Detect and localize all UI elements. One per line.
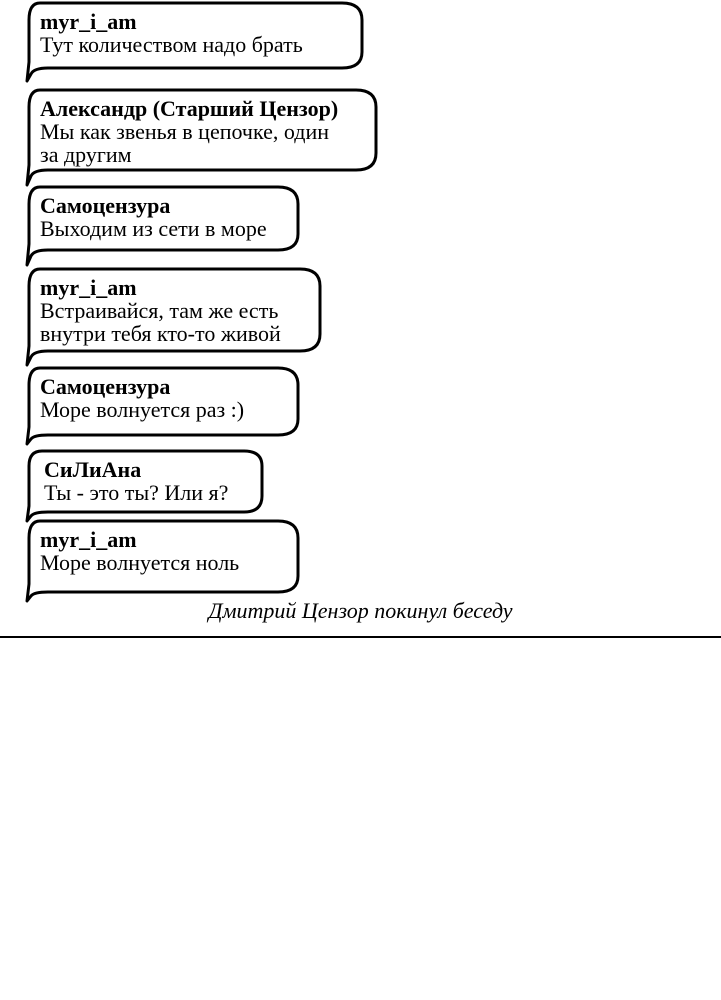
message-text: Мы как звенья в цепочке, один за другим (40, 119, 329, 167)
message-bubble (26, 89, 378, 186)
message-author: Александр (Старший Цензор) (40, 96, 339, 121)
message-author: СиЛиАна (44, 457, 142, 482)
message-text: Море волнуется ноль (40, 550, 240, 575)
message-text: Выходим из сети в море (40, 216, 267, 241)
message-bubble (26, 450, 264, 522)
message-author: myr_i_am (40, 275, 137, 300)
message-bubble (26, 268, 322, 366)
message-author: myr_i_am (40, 9, 137, 34)
message-text: Встраивайся, там же есть внутри тебя кто-то живой (40, 298, 281, 346)
message-author: Самоцензура (40, 193, 171, 218)
message-text: Море волнуется раз :) (40, 397, 245, 422)
message-bubble (26, 367, 300, 445)
message-text: Ты - это ты? Или я? (44, 480, 229, 505)
message-bubble (26, 186, 300, 266)
message-author: Самоцензура (40, 374, 171, 399)
message-bubble (26, 2, 364, 82)
divider-line (0, 636, 721, 638)
left-conversation-notice: Дмитрий Цензор покинул беседу (208, 598, 513, 623)
message-bubble (26, 520, 300, 602)
message-text: Тут количеством надо брать (40, 32, 303, 57)
message-author: myr_i_am (40, 527, 137, 552)
